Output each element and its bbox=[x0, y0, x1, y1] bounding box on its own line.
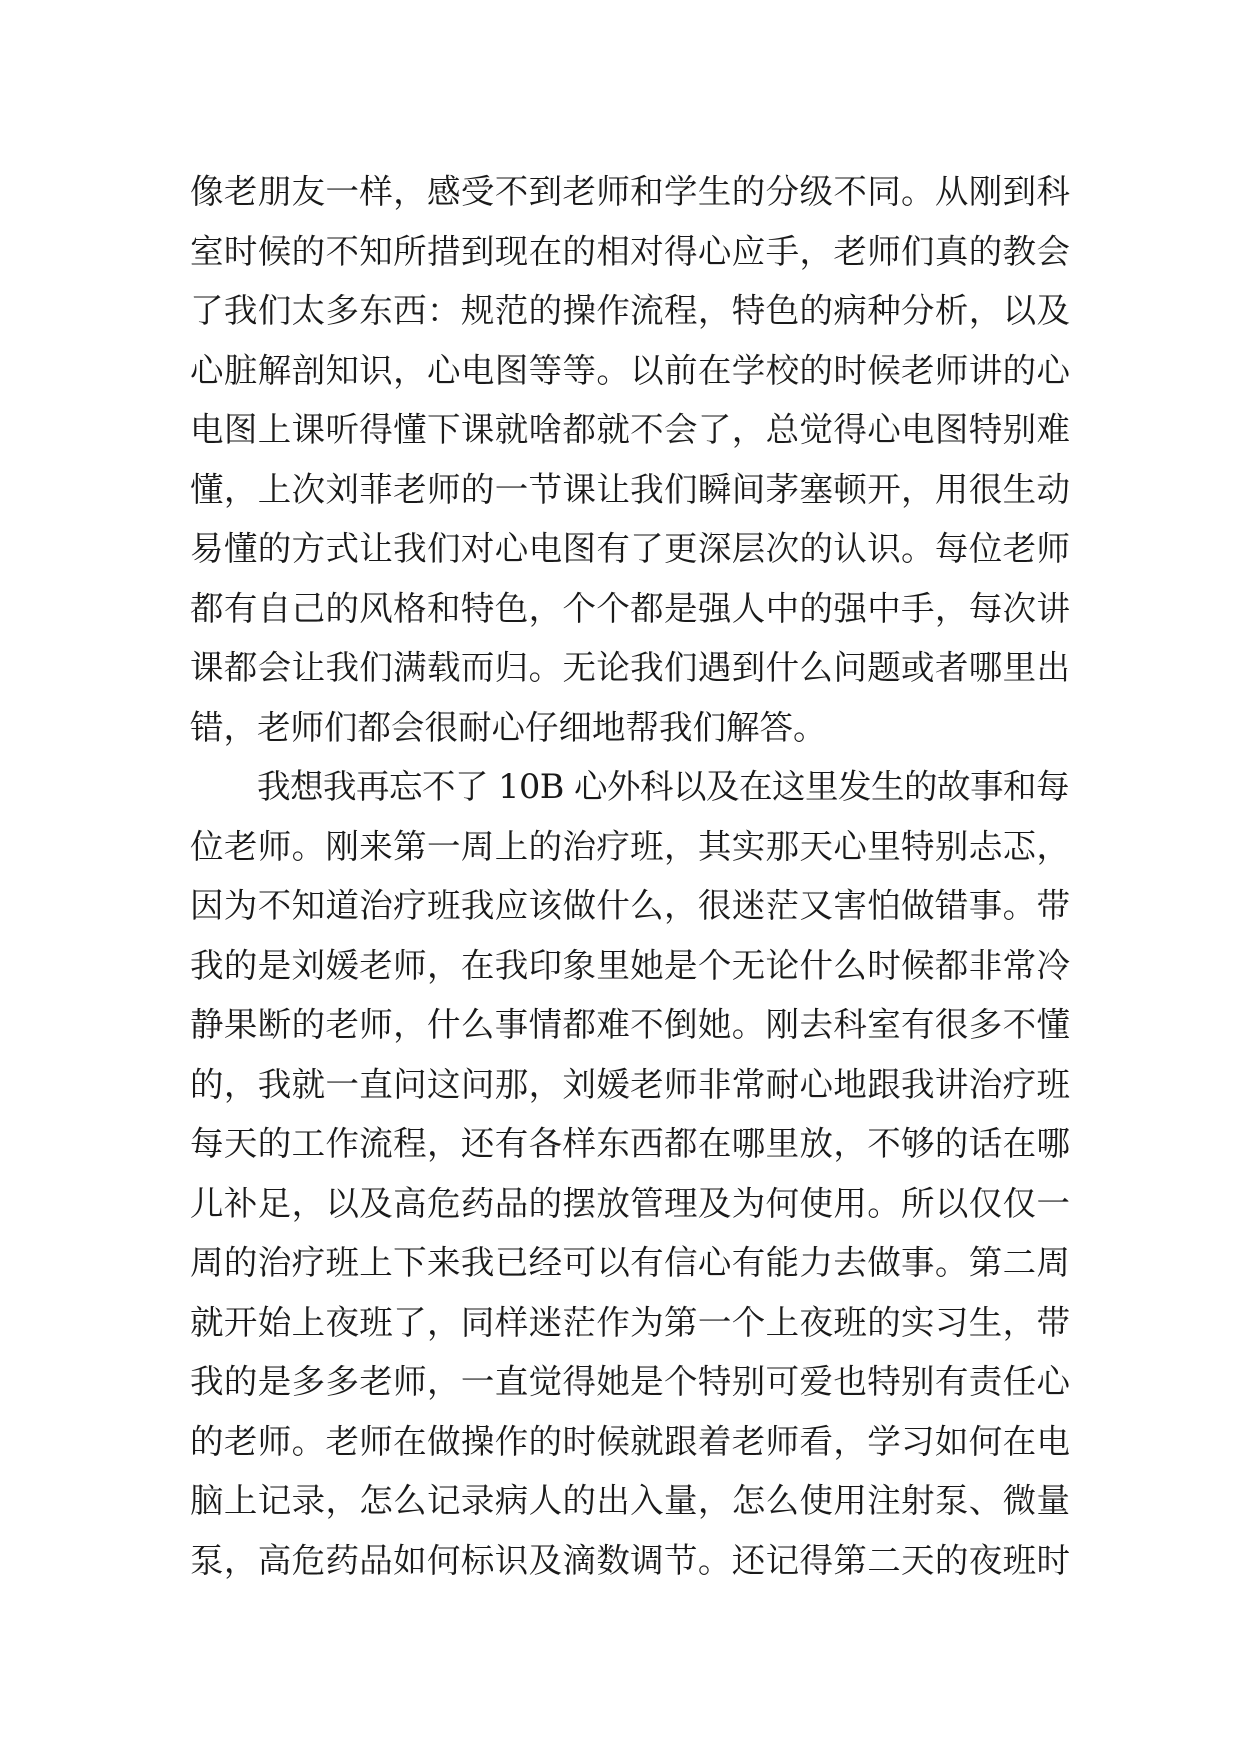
text-line: 位老师。刚来第一周上的治疗班，其实那天心里特别忐忑， bbox=[190, 826, 1071, 866]
body-text bbox=[190, 162, 1070, 1590]
text-line: 我的是刘媛老师，在我印象里她是个无论什么时候都非常冷 bbox=[190, 945, 1071, 985]
text-line: 静果断的老师，什么事情都难不倒她。刚去科室有很多不懂 bbox=[190, 1005, 1071, 1044]
text-line: 脑上记录，怎么记录病人的出入量，怎么使用注射泵、微量 bbox=[190, 1481, 1071, 1520]
text-line: 电图上课听得懂下课就啥都就不会了，总觉得心电图特别难 bbox=[190, 410, 1071, 449]
paragraph-first-line: 我想我再忘不了 10B 心外科以及在这里发生的故事和每 bbox=[257, 767, 1070, 806]
text-line: 心脏解剖知识，心电图等等。以前在学校的时候老师讲的心 bbox=[190, 350, 1071, 390]
text-line: 就开始上夜班了，同样迷茫作为第一个上夜班的实习生，带 bbox=[190, 1302, 1071, 1342]
text-line: 错，老师们都会很耐心仔细地帮我们解答。 bbox=[190, 707, 827, 747]
text-line: 的，我就一直问这问那，刘媛老师非常耐心地跟我讲治疗班 bbox=[190, 1064, 1071, 1104]
text-line: 周的治疗班上下来我已经可以有信心有能力去做事。第二周 bbox=[190, 1243, 1071, 1282]
text-line: 懂，上次刘菲老师的一节课让我们瞬间茅塞顿开，用很生动 bbox=[190, 469, 1071, 509]
text-line: 因为不知道治疗班我应该做什么，很迷茫又害怕做错事。带 bbox=[190, 886, 1071, 925]
text-line: 了我们太多东西：规范的操作流程，特色的病种分析，以及 bbox=[190, 291, 1071, 330]
text-line: 我的是多多老师，一直觉得她是个特别可爱也特别有责任心 bbox=[190, 1362, 1071, 1401]
text-line: 室时候的不知所措到现在的相对得心应手，老师们真的教会 bbox=[190, 231, 1071, 271]
text-line: 课都会让我们满载而归。无论我们遇到什么问题或者哪里出 bbox=[190, 648, 1071, 687]
text-line: 都有自己的风格和特色，个个都是强人中的强中手，每次讲 bbox=[190, 588, 1071, 628]
text-line: 像老朋友一样，感受不到老师和学生的分级不同。从刚到科 bbox=[190, 172, 1071, 211]
text-line: 泵，高危药品如何标识及滴数调节。还记得第二天的夜班时 bbox=[190, 1540, 1071, 1580]
text-line: 儿补足，以及高危药品的摆放管理及为何使用。所以仅仅一 bbox=[190, 1183, 1071, 1223]
text-line: 的老师。老师在做操作的时候就跟着老师看，学习如何在电 bbox=[190, 1421, 1071, 1461]
text-line: 易懂的方式让我们对心电图有了更深层次的认识。每位老师 bbox=[190, 529, 1071, 568]
text-line: 每天的工作流程，还有各样东西都在哪里放，不够的话在哪 bbox=[190, 1124, 1071, 1163]
